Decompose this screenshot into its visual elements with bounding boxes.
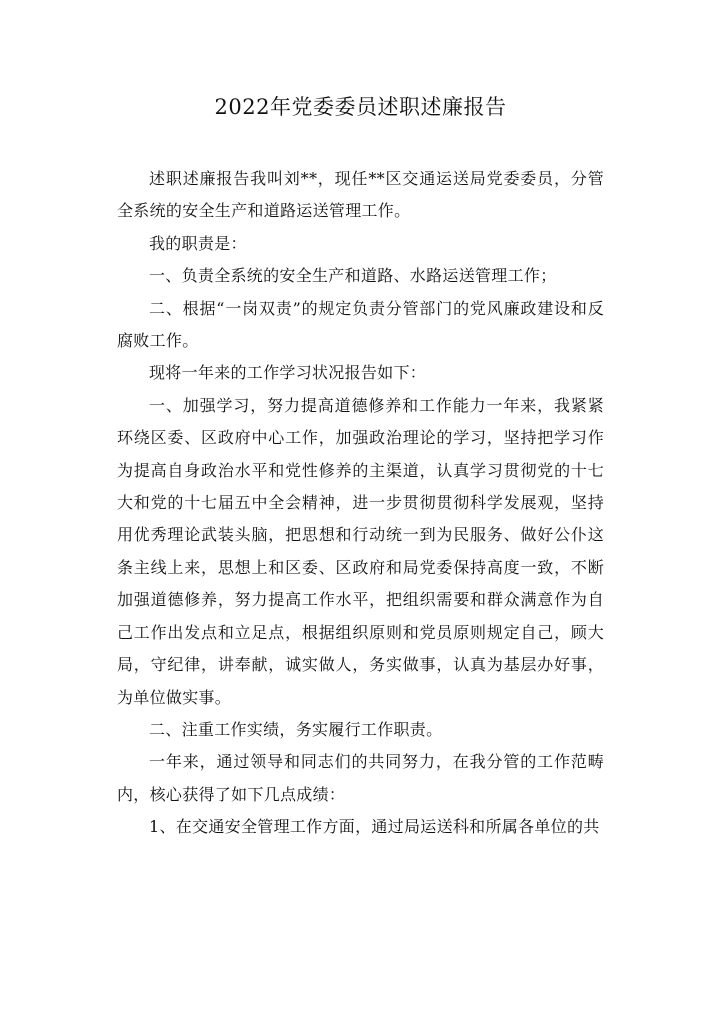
paragraph: 一、负责全系统的安全生产和道路、水路运送管理工作； xyxy=(149,266,557,286)
paragraph: 现将一年来的工作学习状况报告如下： xyxy=(149,363,427,383)
paragraph: 二、根据“一岗双责”的规定负责分管部门的党风廉政建设和反腐败工作。 xyxy=(117,298,604,351)
paragraph: 1、在交通安全管理工作方面，通过局运送科和所属各单位的共 xyxy=(149,817,600,837)
paragraph: 一年来，通过领导和同志们的共同努力，在我分管的工作范畴内，核心获得了如下几点成绩： xyxy=(117,752,604,804)
document-body xyxy=(117,163,604,844)
document-title: 2022年党委委员述职述廉报告 xyxy=(214,95,507,119)
paragraph: 述职述廉报告我叫刘**，现任**区交通运送局党委委员，分管全系统的安全生产和道路运送管理工作。 xyxy=(117,169,604,221)
paragraph: 一、加强学习，努力提高道德修养和工作能力一年来，我紧紧环绕区委、区政府中心工作，加强政治理论的学习，坚持把学习作为提高自身政治水平和党性修养的主渠道，认真学习贯彻党的十七大和党的十七届五中全会精神，进一步贯彻贯彻科学发展观，坚持用优秀理论武装头脑，把思想和行动统一到为民服务、做好公仆这条主线上来，思想上和区委、区政府和局党委保持高度一致，不断加强道德修养，努力提高工作水平，把组织需要和群众满意作为自己工作出发点和立足点，根据组织原则和党员原则规定自己，顾大局，守纪律，讲奉献，诚实做人，务实做事，认真为基层办好事，为单位做实事。 xyxy=(117,395,604,707)
paragraph: 二、注重工作实绩，务实履行工作职责。 xyxy=(149,719,443,739)
paragraph: 我的职责是： xyxy=(149,233,247,253)
